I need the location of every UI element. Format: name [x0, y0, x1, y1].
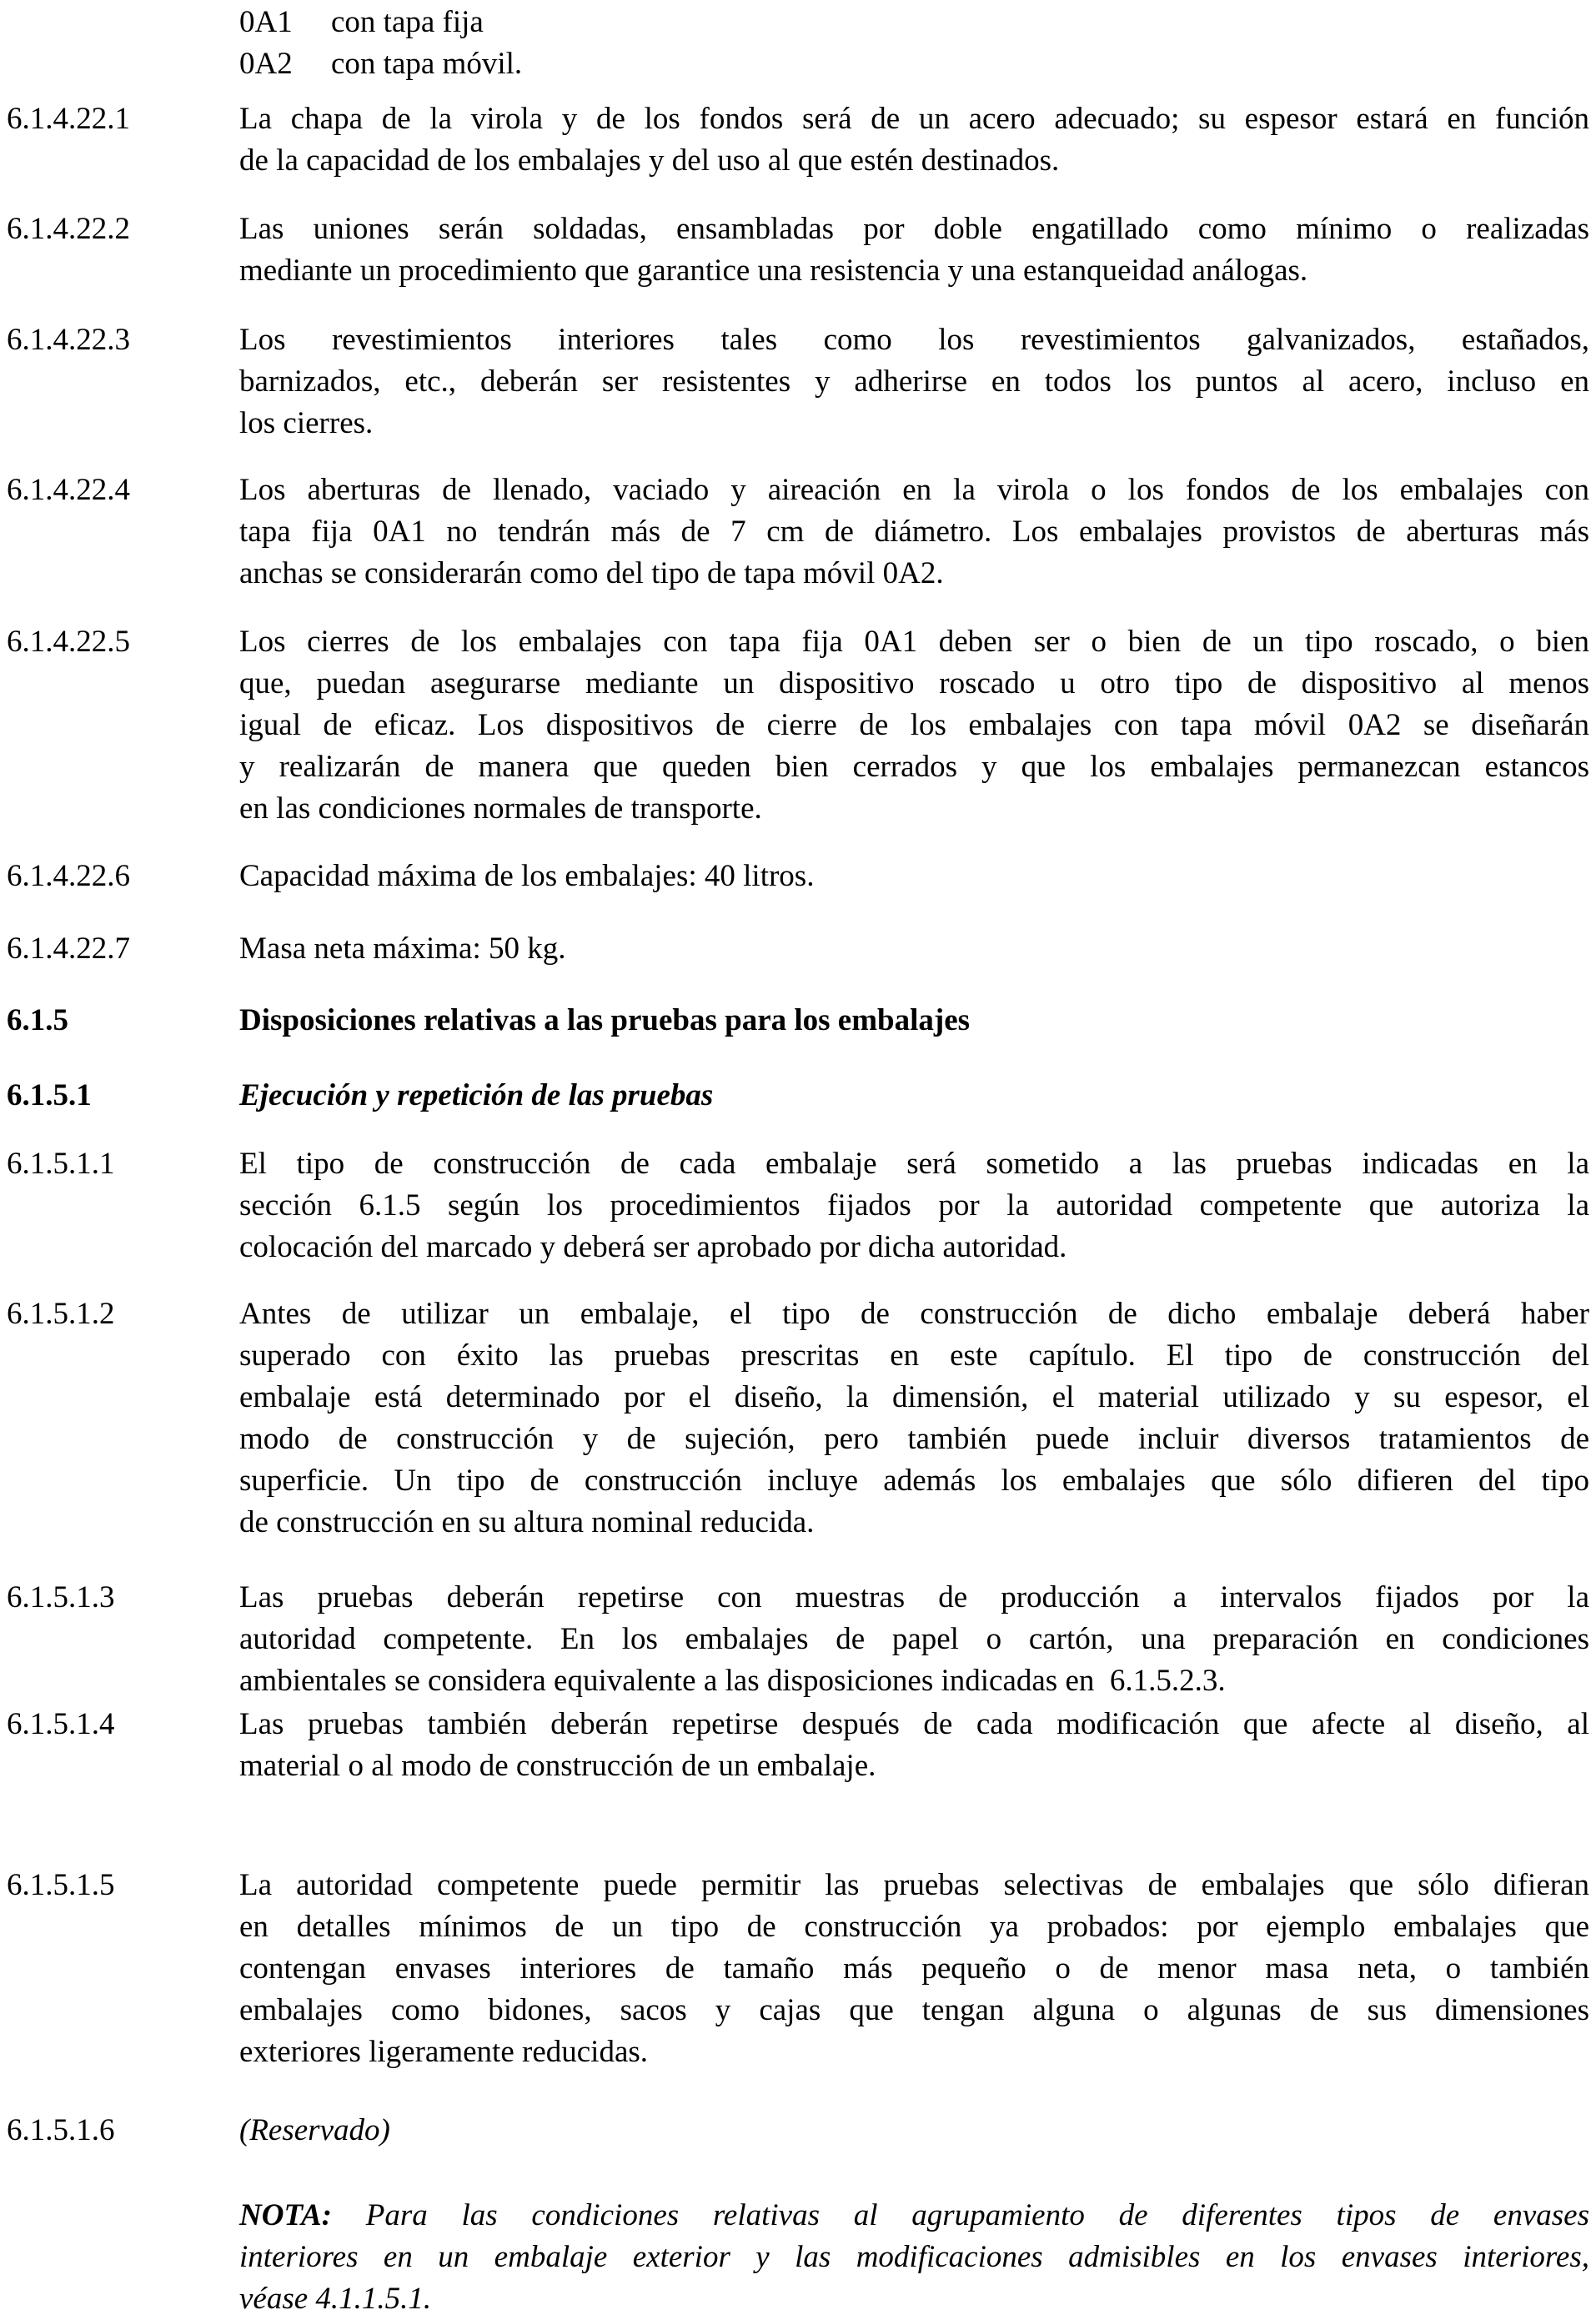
paragraph-number: 6.1.5.1.4 — [7, 1707, 115, 1741]
section-title: Disposiciones relativas a las pruebas para los embalajes — [239, 1003, 971, 1037]
type-description: con tapa móvil. — [331, 47, 523, 81]
paragraph-text: Los cierres de los embalajes con tapa fija 0A1 deben ser o bien de un tipo roscado, o bien que, puedan asegurarse mediante un dispositivo roscado u otro tipo de dispositivo al menos igual de eficaz. Los dispositivos de cierre de los embalajes con tapa móvil 0A2 se diseñarán y realizarán de manera que queden bien cerrados y que los embalajes permanezcan estancos en las condiciones normales de transporte. — [239, 625, 1589, 826]
paragraph-number: 6.1.5.1.5 — [7, 1868, 115, 1902]
paragraph-text: La chapa de la virola y de los fondos será de un acero adecuado; su espesor estará en función de la capacidad de los embalajes y del uso al que estén destinados. — [239, 102, 1589, 178]
paragraph-text: Masa neta máxima: 50 kg. — [239, 932, 566, 966]
paragraph-text: Antes de utilizar un embalaje, el tipo de construcción de dicho embalaje deberá haber superado con éxito las pruebas prescritas en este capítulo. El tipo de construcción del embalaje está determinado por el diseño, la dimensión, el material utilizado y su espesor, el modo de construcción y de sujeción, pero también puede incluir diversos tratamientos de superficie. Un tipo de construcción incluye además los embalajes que sólo difieren del tipo de construcción en su altura nominal reducida. — [239, 1297, 1589, 1539]
paragraph-text: Los revestimientos interiores tales como los revestimientos galvanizados, estañados, barnizados, etc., deberán ser resistentes y adherirse en todos los puntos al acero, incluso en los cierres. — [239, 323, 1589, 440]
paragraph-text: El tipo de construcción de cada embalaje será sometido a las pruebas indicadas en la sección 6.1.5 según los procedimientos fijados por la autoridad competente que autoriza la colocación del marcado y deberá ser aprobado por dicha autoridad. — [239, 1147, 1589, 1264]
paragraph-number: 6.1.4.22.7 — [7, 932, 130, 966]
subsection-title: Ejecución y repetición de las pruebas — [239, 1078, 714, 1112]
paragraph-number: 6.1.4.22.1 — [7, 102, 130, 136]
paragraph-text: Las uniones serán soldadas, ensambladas por doble engatillado como mínimo o realizadas mediante un procedimiento que garantice una resistencia y una estanqueidad análogas. — [239, 212, 1589, 288]
type-code: 0A2 — [239, 47, 293, 81]
paragraph-number: 6.1.4.22.3 — [7, 323, 130, 357]
paragraph-number: 6.1.5.1.3 — [7, 1580, 115, 1614]
section-number: 6.1.5 — [7, 1003, 68, 1037]
paragraph-text: (Reservado) — [239, 2113, 390, 2147]
subsection-number: 6.1.5.1 — [7, 1078, 92, 1112]
paragraph-number: 6.1.5.1.1 — [7, 1147, 115, 1181]
paragraph-text: Capacidad máxima de los embalajes: 40 litros. — [239, 859, 815, 893]
paragraph-number: 6.1.4.22.5 — [7, 625, 130, 659]
note-text: NOTA: Para las condiciones relativas al agrupamiento de diferentes tipos de envases interiores en un embalaje exterior y las modificaciones admisibles en los envases interiores, véase 4.1.1.5.1. — [239, 2198, 1589, 2316]
paragraph-text: Las pruebas deberán repetirse con muestras de producción a intervalos fijados por la autoridad competente. En los embalajes de papel o cartón, una preparación en condiciones ambientales se considera equivalente a las disposiciones indicadas en 6.1.5.2.3. — [239, 1580, 1589, 1698]
type-code: 0A1 — [239, 5, 293, 39]
paragraph-number: 6.1.5.1.6 — [7, 2113, 115, 2147]
paragraph-text: Los aberturas de llenado, vaciado y aireación en la virola o los fondos de los embalajes con tapa fija 0A1 no tendrán más de 7 cm de diámetro. Los embalajes provistos de aberturas más anchas se considerarán como del tipo de tapa móvil 0A2. — [239, 473, 1589, 590]
paragraph-text: La autoridad competente puede permitir las pruebas selectivas de embalajes que sólo difieran en detalles mínimos de un tipo de construcción ya probados: por ejemplo embalajes que contengan envases interiores de tamaño más pequeño o de menor masa neta, o también embalajes como bidones, sacos y cajas que tengan alguna o algunas de sus dimensiones exteriores ligeramente reducidas. — [239, 1868, 1589, 2069]
paragraph-number: 6.1.4.22.6 — [7, 859, 130, 893]
paragraph-number: 6.1.5.1.2 — [7, 1297, 115, 1331]
paragraph-number: 6.1.4.22.2 — [7, 212, 130, 246]
note-label: NOTA: — [239, 2198, 332, 2232]
paragraph-number: 6.1.4.22.4 — [7, 473, 130, 507]
type-description: con tapa fija — [331, 5, 484, 39]
paragraph-text: Las pruebas también deberán repetirse después de cada modificación que afecte al diseño, al material o al modo de construcción de un embalaje. — [239, 1707, 1589, 1783]
